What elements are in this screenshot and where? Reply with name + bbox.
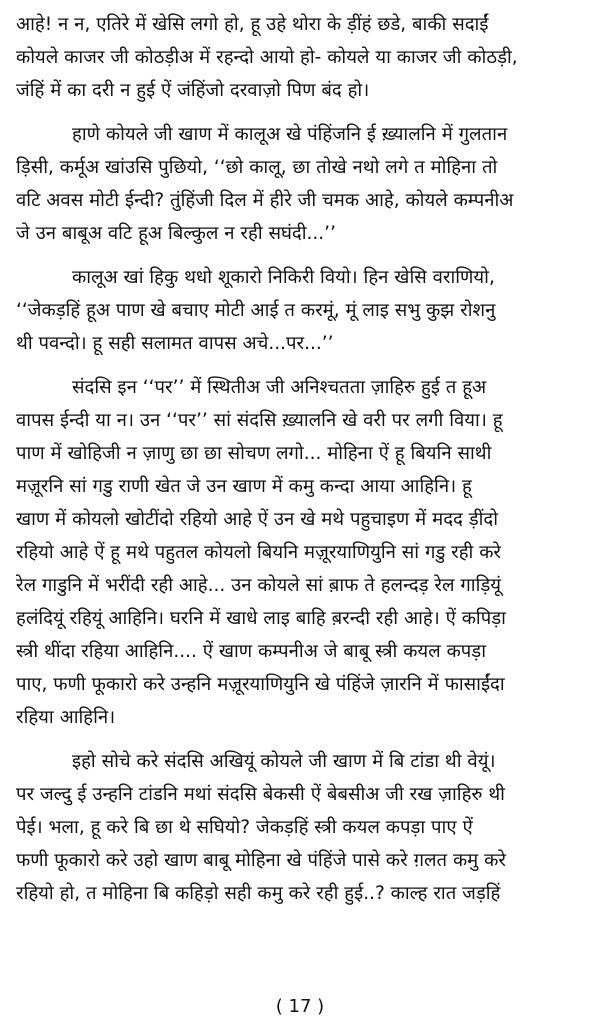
text-line: फणी फूकारो करे उहो खाण बाबू मोहिना खे पंहिंजे पासे करे ग़लत कमु करे [16, 850, 506, 871]
text-line: संदसि इन ‘‘पर’’ में स्थितीअ जी अनिश्चतता ज़ाहिरु हुई त हूअ [72, 377, 487, 398]
text-line: जंहिं में का दरी न हुई ऐं जंहिंजो दरवाज़ो पिण बंद हो। [16, 80, 370, 101]
text-line: ‘‘जेकड़हिं हूअ पाण खे बचाए मोटी आई त करमूं, मूं लाइ सभु कुझ रोशनु [16, 300, 496, 321]
text-line: पाए, फणी फूकारो करे उन्हनि मज़ूरयाणियुनि खे पंहिंजे ज़ारनि में फासाईंदा [16, 674, 505, 695]
text-line: कोयले काजर जी कोठड़ीअ में रहन्दो आयो हो- कोयले या काजर जी कोठड़ी, [16, 47, 518, 68]
text-line: ड़िसी, कर्मूअ खांउसि पुछियो, ‘‘छो कालू, छा तोखे नथो लगे त मोहिना तो [16, 157, 498, 178]
page-body [16, 8, 592, 910]
text-line: वटि अवस मोटी ईन्दी? तुंहिंजी दिल में हीरे जी चमक आहे, कोयले कम्पनीअ [16, 190, 514, 211]
paragraph-2 [16, 118, 592, 250]
paragraph-1 [16, 8, 592, 107]
text-line: खाण में कोयलो खोटींदो रहियो आहे ऐं उन खे मथे पहुचाइण में मदद ड़ींदो [16, 509, 499, 530]
text-line: आहे! न न, एतिरे में खेसि लगो हो, हू उहे थोरा के ड़ींहं छडे, बाकी सदाईं [16, 14, 489, 35]
paragraph-5 [16, 745, 592, 910]
text-line: थी पवन्दो। हू सही सलामत वापस अचे...पर...’’ [16, 333, 334, 354]
text-line: जे उन बाबूअ वटि हूअ बिल्कुल न रही सघंदी...’’ [16, 223, 336, 244]
text-line: रहियो हो, त मोहिना बि कहिड़ो सही कमु करे रही हुई..? काल्ह रात जड़हिं [16, 883, 501, 904]
text-line: हाणे कोयले जी खाण में कालूअ खे पंहिंजनि ई ख़्यालनि में गुलतान [72, 124, 508, 145]
paragraph-3 [16, 261, 592, 360]
text-line: पर जल्दु ई उन्हनि टांडनि मथां संदसि बेकसी ऐं बेबसीअ जी रख ज़ाहिरु थी [16, 784, 505, 805]
paragraph-4 [16, 371, 592, 734]
text-line: वापस ईन्दी या न। उन ‘‘पर’’ सां संदसि ख़्यालनि खे वरी पर लगी विया। हू [16, 410, 503, 431]
text-line: स्त्री थींदा रहिया आहिनि.... ऐं खाण कम्पनीअ जे बाबू स्त्री कयल कपड़ा [16, 641, 486, 662]
text-line: पाण में खोहिजी न ज़ाणु छा छा सोचण लगो... मोहिना ऐं हू बियनि साथी [16, 443, 492, 464]
text-line: हलंदियूं रहियूं आहिनि। घरनि में खाधे लाइ बाहि ब़रन्दी रही आहे। ऐं कपिड़ा [16, 608, 506, 629]
text-line: कालूअ खां हिकु थधो शूकारो निकिरी वियो। हिन खेसि वराणियो, [72, 267, 495, 288]
text-line: रेल गाडुनि में भरींदी रही आहे... उन कोयले सां ब़ाफ ते हलन्दड़ रेल गाड़ियूं [16, 575, 501, 596]
page-number: ( 17 ) [275, 996, 325, 1017]
text-line: पेई। भला, हू करे बि छा थे सघियो? जेकड़हिं स्त्री कयल कपड़ा पाए ऐं [16, 817, 473, 838]
text-line: इहो सोचे करे संदसि अखियूं कोयले जी खाण में बि टांडा थी वेयूं। [72, 751, 496, 772]
text-line: रहिया आहिनि। [16, 707, 116, 728]
text-line: रहियो आहे ऐं हू मथे पहुतल कोयलो बियनि मज़ूरयाणियुनि सां गडु रही करे [16, 542, 501, 563]
text-line: मज़ूरनि सां गडु राणी खेत जे उन खाण में कमु कन्दा आया आहिनि। हू [16, 476, 472, 497]
